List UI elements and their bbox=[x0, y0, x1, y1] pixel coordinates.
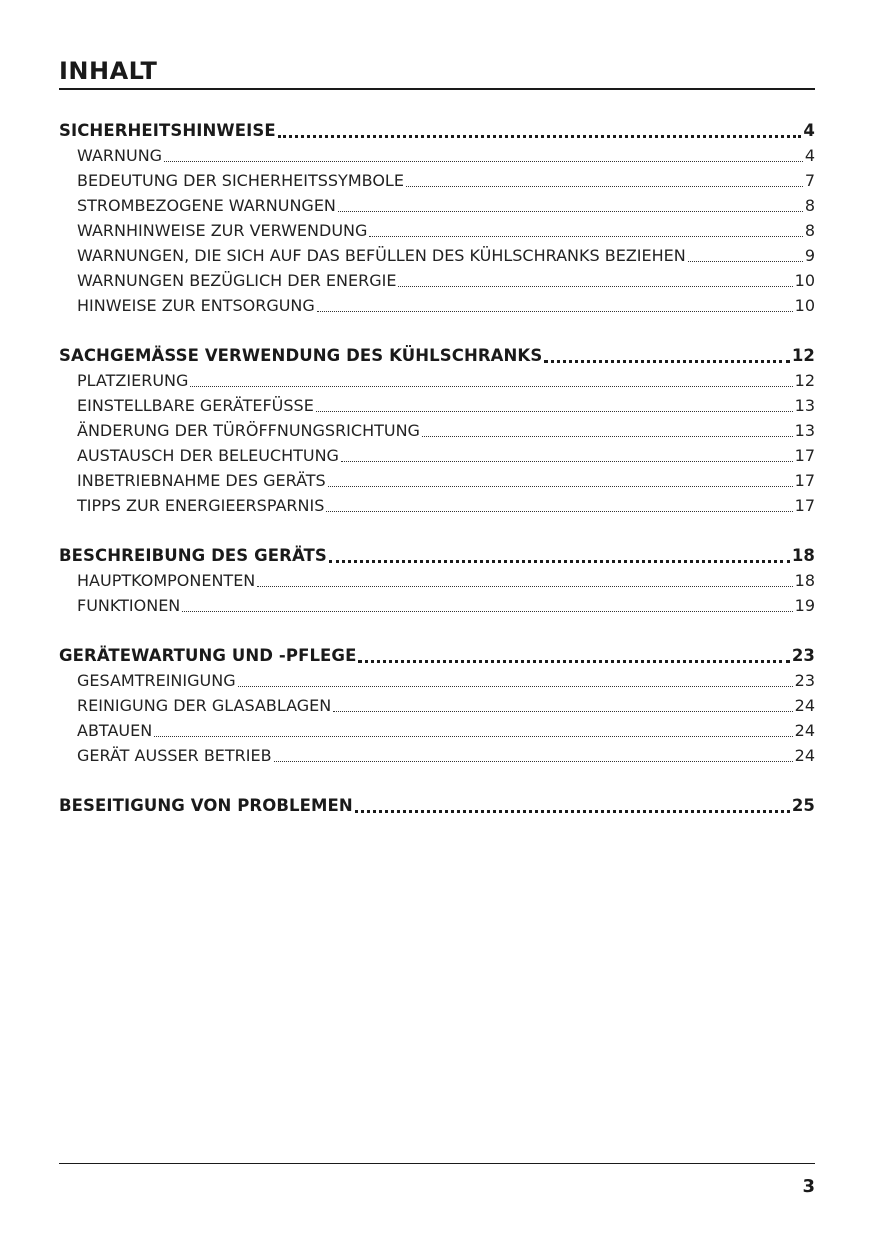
dot-leader bbox=[341, 461, 793, 462]
toc-entry-page-number: 24 bbox=[794, 696, 815, 715]
toc-entry-label: EINSTELLBARE GERÄTEFÜSSE bbox=[77, 396, 314, 415]
toc-subentry[interactable] bbox=[59, 593, 815, 618]
toc-entry-page-number: 17 bbox=[794, 471, 815, 490]
toc-entry-label: WARNUNGEN BEZÜGLICH DER ENERGIE bbox=[77, 271, 397, 290]
toc-entry-label: STROMBEZOGENE WARNUNGEN bbox=[77, 196, 336, 215]
dot-leader bbox=[688, 261, 803, 262]
dot-leader bbox=[238, 686, 793, 687]
toc-entry-page-number: 24 bbox=[794, 746, 815, 765]
toc-entry-page-number: 9 bbox=[804, 246, 815, 265]
toc-entry-page-number: 10 bbox=[794, 296, 815, 315]
dot-leader bbox=[328, 486, 793, 487]
toc-entry-label: BESEITIGUNG VON PROBLEMEN bbox=[59, 796, 353, 815]
dot-leader bbox=[326, 511, 792, 512]
footer-divider bbox=[59, 1163, 815, 1164]
dot-leader bbox=[154, 736, 792, 737]
toc-entry-label: WARNHINWEISE ZUR VERWENDUNG bbox=[77, 221, 368, 240]
toc-entry-label: REINIGUNG DER GLASABLAGEN bbox=[77, 696, 332, 715]
toc-entry-label: HINWEISE ZUR ENTSORGUNG bbox=[77, 296, 315, 315]
dot-leader bbox=[257, 586, 792, 587]
toc-subentry[interactable] bbox=[59, 268, 815, 293]
dot-leader bbox=[274, 761, 793, 762]
dot-leader bbox=[190, 386, 792, 387]
toc-section-heading[interactable] bbox=[59, 793, 815, 818]
dot-leader bbox=[398, 286, 792, 287]
toc-entry-page-number: 25 bbox=[791, 796, 815, 815]
toc-section-heading[interactable] bbox=[59, 118, 815, 143]
dot-leader bbox=[333, 711, 792, 712]
toc-section bbox=[59, 343, 815, 518]
toc-entry-label: GERÄTEWARTUNG UND -PFLEGE bbox=[59, 646, 357, 665]
toc-section-heading[interactable] bbox=[59, 643, 815, 668]
toc-entry-label: ABTAUEN bbox=[77, 721, 153, 740]
toc-entry-label: SACHGEMÄSSE VERWENDUNG DES KÜHLSCHRANKS bbox=[59, 346, 543, 365]
toc-entry-label: HAUPTKOMPONENTEN bbox=[77, 571, 256, 590]
toc-section bbox=[59, 793, 815, 818]
footer-page-number: 3 bbox=[802, 1176, 815, 1197]
toc-subentry[interactable] bbox=[59, 693, 815, 718]
toc-entry-page-number: 13 bbox=[794, 396, 815, 415]
toc-entry-label: ÄNDERUNG DER TÜRÖFFNUNGSRICHTUNG bbox=[77, 421, 420, 440]
toc-section bbox=[59, 543, 815, 618]
toc-entry-page-number: 4 bbox=[804, 146, 815, 165]
toc-subentry[interactable] bbox=[59, 143, 815, 168]
dot-leader bbox=[422, 436, 793, 437]
toc-entry-page-number: 18 bbox=[791, 546, 815, 565]
dot-leader bbox=[278, 135, 802, 138]
toc-entry-label: FUNKTIONEN bbox=[77, 596, 181, 615]
toc-entry-label: BEDEUTUNG DER SICHERHEITSSYMBOLE bbox=[77, 171, 404, 190]
toc-subentry[interactable] bbox=[59, 243, 815, 268]
toc-entry-page-number: 23 bbox=[794, 671, 815, 690]
document-page bbox=[59, 56, 815, 843]
toc-entry-label: WARNUNGEN, DIE SICH AUF DAS BEFÜLLEN DES KÜHLSCHRANKS BEZIEHEN bbox=[77, 246, 686, 265]
toc-entry-page-number: 7 bbox=[804, 171, 815, 190]
dot-leader bbox=[164, 161, 803, 162]
toc-entry-page-number: 12 bbox=[794, 371, 815, 390]
toc-subentry[interactable] bbox=[59, 568, 815, 593]
dot-leader bbox=[317, 311, 793, 312]
toc-entry-label: TIPPS ZUR ENERGIEERSPARNIS bbox=[77, 496, 325, 515]
toc-entry-page-number: 23 bbox=[791, 646, 815, 665]
toc-subentry[interactable] bbox=[59, 668, 815, 693]
toc-entry-page-number: 10 bbox=[794, 271, 815, 290]
toc-section-heading[interactable] bbox=[59, 343, 815, 368]
toc-section bbox=[59, 643, 815, 768]
toc-entry-page-number: 18 bbox=[794, 571, 815, 590]
toc-entry-label: INBETRIEBNAHME DES GERÄTS bbox=[77, 471, 326, 490]
toc-section-heading[interactable] bbox=[59, 543, 815, 568]
toc-entry-page-number: 4 bbox=[803, 121, 815, 140]
toc-entry-page-number: 17 bbox=[794, 496, 815, 515]
toc-section bbox=[59, 118, 815, 318]
dot-leader bbox=[329, 560, 790, 563]
dot-leader bbox=[544, 360, 790, 363]
toc-subentry[interactable] bbox=[59, 218, 815, 243]
toc-entry-page-number: 12 bbox=[791, 346, 815, 365]
toc-subentry[interactable] bbox=[59, 368, 815, 393]
dot-leader bbox=[358, 660, 789, 663]
dot-leader bbox=[369, 236, 802, 237]
toc-entry-label: GERÄT AUSSER BETRIEB bbox=[77, 746, 272, 765]
toc-entry-page-number: 13 bbox=[794, 421, 815, 440]
toc-subentry[interactable] bbox=[59, 168, 815, 193]
toc-subentry[interactable] bbox=[59, 443, 815, 468]
dot-leader bbox=[355, 810, 790, 813]
dot-leader bbox=[406, 186, 803, 187]
toc-subentry[interactable] bbox=[59, 393, 815, 418]
dot-leader bbox=[316, 411, 793, 412]
toc-entry-label: SICHERHEITSHINWEISE bbox=[59, 121, 276, 140]
toc-entry-label: PLATZIERUNG bbox=[77, 371, 189, 390]
toc-entry-label: AUSTAUSCH DER BELEUCHTUNG bbox=[77, 446, 339, 465]
toc-entry-page-number: 17 bbox=[794, 446, 815, 465]
toc-entry-page-number: 19 bbox=[794, 596, 815, 615]
toc-subentry[interactable] bbox=[59, 718, 815, 743]
toc-entry-label: GESAMTREINIGUNG bbox=[77, 671, 236, 690]
toc-subentry[interactable] bbox=[59, 418, 815, 443]
toc-subentry[interactable] bbox=[59, 743, 815, 768]
page-title: INHALT bbox=[59, 56, 815, 90]
toc-entry-page-number: 8 bbox=[804, 196, 815, 215]
toc-entry-label: BESCHREIBUNG DES GERÄTS bbox=[59, 546, 327, 565]
dot-leader bbox=[182, 611, 792, 612]
toc-subentry[interactable] bbox=[59, 293, 815, 318]
toc-subentry[interactable] bbox=[59, 193, 815, 218]
dot-leader bbox=[338, 211, 803, 212]
toc-entry-page-number: 24 bbox=[794, 721, 815, 740]
toc-entry-label: WARNUNG bbox=[77, 146, 163, 165]
toc-subentry[interactable] bbox=[59, 493, 815, 518]
toc-subentry[interactable] bbox=[59, 468, 815, 493]
table-of-contents bbox=[59, 118, 815, 818]
toc-entry-page-number: 8 bbox=[804, 221, 815, 240]
